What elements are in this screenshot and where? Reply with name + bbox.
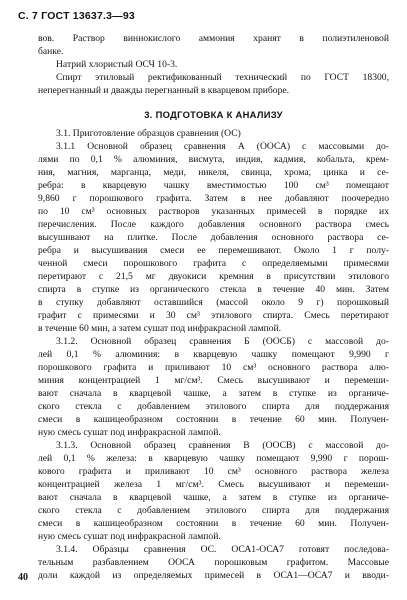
body-text: [38, 32, 389, 582]
text-line: графит с примесями и 30 см³ этилового спирта. Смесь перетирают: [38, 310, 389, 321]
section-paragraphs: [38, 127, 389, 582]
text-line: ченной смеси порошкового графита с определяемыми примесями: [38, 258, 389, 269]
text-line: вают сначала в кварцевой чашке, а затем в ступке из органиче-: [38, 388, 389, 399]
text-line: 3.1.1 Основной образец сравнения А (ООСА) с массовыми до-: [56, 141, 389, 152]
text-line: лей 0,1 % алюминия: в кварцевую чашку помещают 9,990 г: [38, 349, 389, 360]
reagents-paragraph: [38, 32, 389, 97]
text-line: ского стекла с добавлением этилового спирта для поддержания: [38, 401, 389, 412]
text-line: кового графита и приливают 10 см³ основного раствора железа: [38, 466, 389, 477]
text-line: в ступку добавляют оставшийся (массой около 9 г) порошковый: [38, 297, 389, 308]
text-line: 3.1. Приготовление образцов сравнения (ОС): [56, 128, 241, 139]
text-line: Натрий хлористый ОСЧ 10-3.: [56, 59, 178, 70]
text-line: тельным разбавлением ООСА порошковым графитом. Массовые: [38, 557, 389, 568]
text-line: спирта в ступке из органического стекла в течение 40 мин. Затем: [38, 284, 389, 295]
text-line: вают сначала в кварцевой чашке, а затем в ступке из органиче-: [38, 492, 389, 503]
text-line: ную смесь сушат под инфракрасной лампой.: [38, 531, 221, 542]
text-line: ную смесь сушат под инфракрасной лампой.: [38, 427, 221, 438]
text-line: 3.1.3. Основной образец сравнения В (ООСВ) с массовой до-: [56, 440, 389, 451]
text-line: Спирт этиловый ректификованный технический по ГОСТ 18300,: [56, 72, 389, 83]
text-line: по 10 см³ основных растворов указанных примесей в порядке их: [38, 206, 389, 217]
text-line: в течение 60 мин, а затем сушат под инфракрасной лампой.: [38, 323, 282, 334]
text-line: неперегнанный и дважды перегнанный в кварцевом приборе.: [38, 85, 290, 96]
text-line: перечисления. После каждого добавления основного раствора смесь: [38, 219, 389, 230]
text-line: лями по 0,1 % алюминия, висмута, индия, кадмия, кобальта, крем-: [38, 154, 389, 165]
page-number: 40: [18, 572, 28, 583]
text-line: концентрацией железа 1 мг/см³. Смесь высушивают и перемеши-: [38, 479, 389, 490]
text-line: ния, магния, марганца, меди, никеля, свинца, хрома, цинка и се-: [38, 167, 389, 178]
text-line: миния концентрацией 1 мг/см³. Смесь высушивают и перемеши-: [38, 375, 389, 386]
section-heading: 3. ПОДГОТОВКА К АНАЛИЗУ: [144, 109, 283, 120]
text-line: высушивают на плитке. После добавления основного раствора се-: [38, 232, 389, 243]
text-line: смеси в кашицеобразном состоянии в течение 60 мин. Получен-: [38, 414, 389, 425]
text-line: лей 0,1 % железа: в кварцевую чашку помещают 9,990 г порош-: [38, 453, 389, 464]
text-line: смеси в кашицеобразном состоянии в течение 60 мин. Получен-: [38, 518, 389, 529]
text-line: банке.: [38, 46, 64, 57]
text-line: доли каждой из определяемых примесей в ОСА1—ОСА7 и вводи-: [38, 570, 389, 581]
text-line: вов. Раствор виннокислого аммония хранят в полиэтиленовой: [38, 33, 389, 44]
text-line: перетирают с 21,5 мг двуокиси кремния в присутствии этилового: [38, 271, 389, 282]
text-line: 9,860 г порошкового графита. Затем в нее добавляют поочередно: [38, 193, 389, 204]
text-line: ского стекла с добавлением этилового спирта для поддержания: [38, 505, 389, 516]
text-line: ребра: в кварцевую чашку вместимостью 100 см³ помещают: [38, 180, 389, 191]
running-head: С. 7 ГОСТ 13637.3—93: [18, 10, 135, 22]
text-line: 3.1.2. Основной образец сравнения Б (ООСБ) с массовой до-: [56, 336, 389, 347]
text-line: 3.1.4. Образцы сравнения ОС. ОСА1-ОСА7 готовят последова-: [56, 544, 389, 555]
text-line: порошкового графита и приливают 10 см³ основного раствора алю-: [38, 362, 389, 373]
text-line: ребра и высушивания смеси ее перемешивают. Около 1 г полу-: [38, 245, 389, 256]
